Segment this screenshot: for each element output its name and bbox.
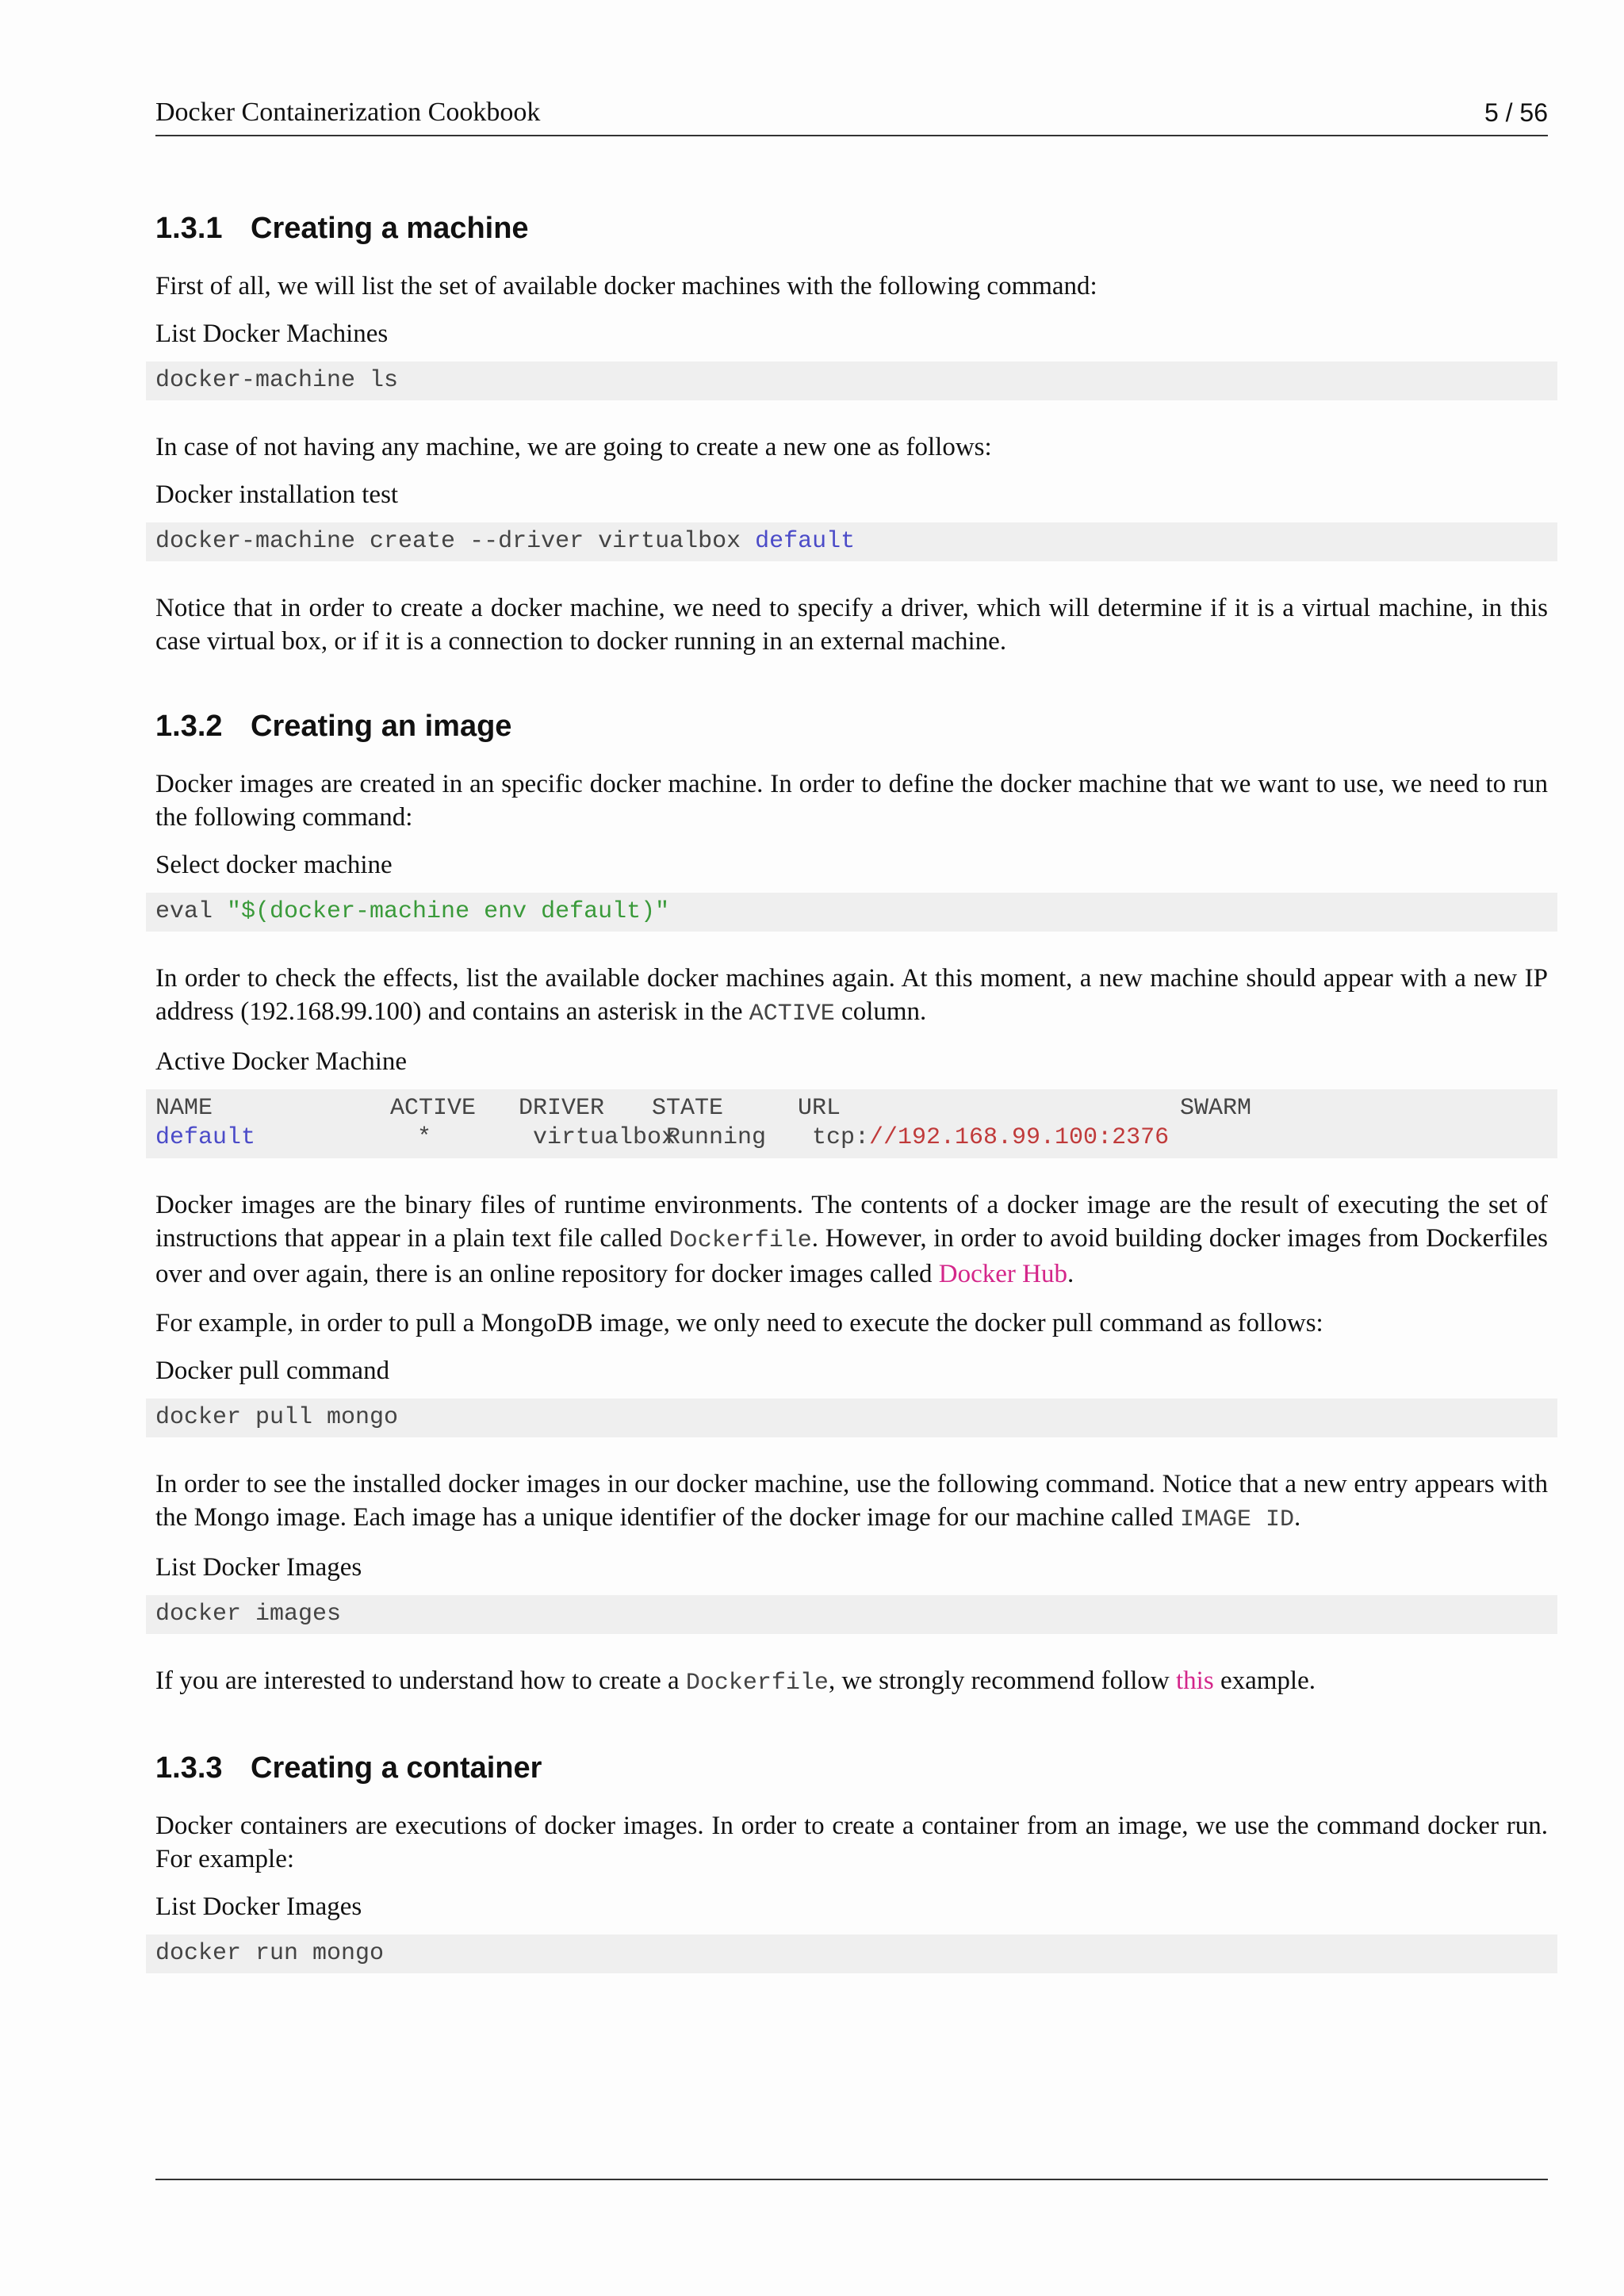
inline-code: ACTIVE bbox=[749, 1001, 835, 1027]
code-text: eval bbox=[155, 898, 228, 925]
section-number: 1.3.1 bbox=[155, 212, 223, 245]
col-header-url: URL bbox=[798, 1095, 841, 1122]
code-caption: List Docker Images bbox=[155, 1892, 362, 1921]
code-caption: Active Docker Machine bbox=[155, 1047, 408, 1076]
inline-code: IMAGE ID bbox=[1180, 1506, 1295, 1533]
section-title: Creating a container bbox=[251, 1751, 542, 1785]
paragraph: Docker images are created in an specific docker machine. In order to define the docker machine that we want to use, we need to run the following command: bbox=[155, 770, 1548, 832]
docker-hub-link[interactable]: Docker Hub bbox=[938, 1260, 1067, 1288]
text: . However, in order to avoid building docker images from Dockerfiles over and over again, there is an online repository for docker images called bbox=[155, 1224, 1548, 1288]
code-block-create-machine bbox=[146, 522, 1557, 561]
code-block-active-machine bbox=[146, 1089, 1557, 1158]
cell-active: * bbox=[417, 1124, 432, 1151]
inline-code: Dockerfile bbox=[685, 1670, 829, 1697]
inline-code: Dockerfile bbox=[668, 1227, 812, 1254]
code-block-eval bbox=[146, 893, 1557, 932]
cell-driver: virtualbox bbox=[533, 1124, 676, 1151]
col-header-driver: DRIVER bbox=[519, 1095, 605, 1122]
page-header bbox=[155, 97, 1548, 136]
code-caption: List Docker Machines bbox=[155, 320, 389, 348]
text: In order to see the installed docker images in our docker machine, use the following command. Notice that a new entry appears with the Mongo image. Each image has a unique identifier of the docker image for our machine called bbox=[155, 1470, 1548, 1532]
text: Docker images are the binary files of runtime environments. The contents of a docker image are the result of executing the set of instructions that appear in a plain text file called bbox=[155, 1191, 1548, 1253]
section-heading-1-3-1 bbox=[155, 206, 1548, 251]
page-footer-rule bbox=[155, 2179, 1548, 2180]
url-prefix: tcp: bbox=[812, 1124, 870, 1151]
url-address: //192.168.99.100:2376 bbox=[869, 1124, 1170, 1151]
cell-name: default bbox=[155, 1124, 256, 1151]
text: If you are interested to understand how to create a bbox=[155, 1667, 686, 1695]
paragraph bbox=[155, 1664, 1548, 1700]
paragraph: Docker containers are executions of docker images. In order to create a container from an image, we use the command docker run. For example: bbox=[155, 1812, 1548, 1873]
code-string: "$(docker-machine env default)" bbox=[227, 898, 670, 925]
code-keyword: default bbox=[755, 528, 856, 555]
text: In order to check the effects, list the available docker machines again. At this moment, a new machine should appear with a new IP address (192.168.99.100) and contains an asterisk in the bbox=[155, 964, 1548, 1026]
section-heading-1-3-3 bbox=[155, 1746, 1548, 1790]
paragraph bbox=[155, 1468, 1548, 1536]
paragraph: In case of not having any machine, we are going to create a new one as follows: bbox=[155, 433, 992, 461]
text: . bbox=[1294, 1503, 1301, 1532]
text: column. bbox=[834, 997, 927, 1026]
col-header-state: STATE bbox=[652, 1095, 724, 1122]
text: , we strongly recommend follow bbox=[828, 1667, 1177, 1695]
col-header-active: ACTIVE bbox=[390, 1095, 477, 1122]
section-heading-1-3-2 bbox=[155, 704, 1548, 748]
paragraph: Notice that in order to create a docker machine, we need to specify a driver, which will determine if it is a virtual machine, in this case virtual box, or if it is a connection to docker running in an external machine. bbox=[155, 594, 1548, 656]
code-block-docker-pull: docker pull mongo bbox=[146, 1399, 1557, 1437]
text: example. bbox=[1213, 1667, 1316, 1695]
code-caption: Docker pull command bbox=[155, 1357, 390, 1385]
paragraph: For example, in order to pull a MongoDB image, we only need to execute the docker pull command as follows: bbox=[155, 1309, 1323, 1337]
code-block-docker-images: docker images bbox=[146, 1595, 1557, 1634]
section-number: 1.3.3 bbox=[155, 1751, 223, 1785]
code-block-list-machines: docker-machine ls bbox=[146, 362, 1557, 400]
book-title: Docker Containerization Cookbook bbox=[155, 98, 541, 127]
example-link[interactable]: this bbox=[1176, 1667, 1214, 1695]
page-number: 5 / 56 bbox=[1484, 98, 1548, 127]
paragraph: First of all, we will list the set of available docker machines with the following command: bbox=[155, 272, 1097, 300]
section-title: Creating an image bbox=[251, 710, 512, 743]
code-caption: List Docker Images bbox=[155, 1553, 362, 1582]
code-caption: Select docker machine bbox=[155, 851, 393, 879]
cell-state: Running bbox=[666, 1124, 767, 1151]
page-content bbox=[155, 206, 1548, 1973]
section-number: 1.3.2 bbox=[155, 710, 223, 743]
code-block-docker-run: docker run mongo bbox=[146, 1934, 1557, 1973]
code-caption: Docker installation test bbox=[155, 480, 399, 509]
paragraph bbox=[155, 1188, 1548, 1291]
cell-url bbox=[812, 1123, 1169, 1153]
text: . bbox=[1067, 1260, 1074, 1288]
code-text: docker-machine create --driver virtualbox bbox=[155, 528, 756, 555]
section-title: Creating a machine bbox=[251, 212, 529, 245]
paragraph bbox=[155, 962, 1548, 1031]
col-header-name: NAME bbox=[155, 1095, 213, 1122]
col-header-swarm: SWARM bbox=[1180, 1095, 1252, 1122]
